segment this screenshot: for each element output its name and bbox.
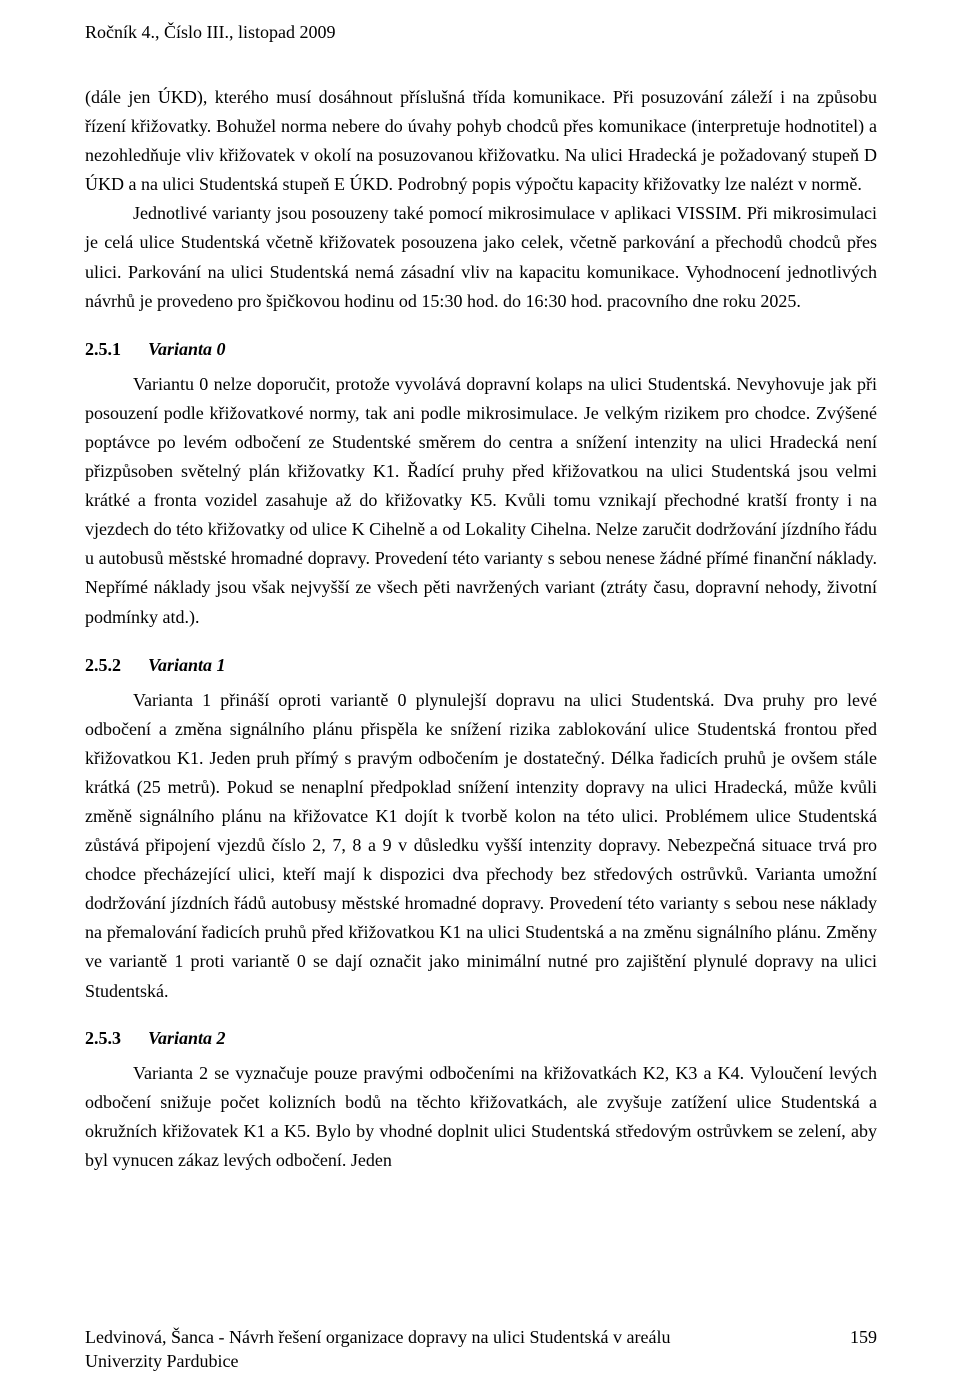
section-number: 2.5.2 xyxy=(85,654,121,675)
section-heading xyxy=(85,335,877,364)
document-body xyxy=(85,83,877,1175)
footer-citation: Ledvinová, Šanca - Návrh řešení organizace dopravy na ulici Studentská v areálu xyxy=(85,1327,671,1347)
section-title: Varianta 2 xyxy=(148,1027,226,1048)
section-paragraph: Varianta 1 přináší oproti variantě 0 plynulejší dopravu na ulici Studentská. Dva pruhy pro levé odbočení a změna signálního plánu přispěla ke snížení rizika zablokování ulice Studentská frontou před křižovatkou K1. Jeden pruh přímý s pravým odbočením je dostatečný. Délka řadicích pruhů je ovšem stále krátká (25 metrů). Pokud se nenaplní předpoklad snížení intenzity dopravy na ulici Hradecká, může kvůli změně signálního plánu na křižovatce K1 dojít k tvorbě kolon na této ulici. Problémem ulice Studentská zůstává připojení vjezdů číslo 2, 7, 8 a 9 v důsledku vyšší intenzity dopravy. Nebezpečná situace trvá pro chodce přecházející ulici, kteří mají k dispozici dva přechody bez středových ostrůvků. Varianta umožní dodržování jízdních řádů autobusy městské hromadné dopravy. Provedení této varianty s sebou nese náklady na přemalování řadicích pruhů před křižovatkou K1 na ulici Studentská a na změnu signálního plánu. Změny ve variantě 1 proti variantě 0 se dají označit jako minimální nutné pro zajištění plynulé dopravy na ulici Studentská. xyxy=(85,689,877,1001)
section-number: 2.5.1 xyxy=(85,338,121,359)
section-heading xyxy=(85,1024,877,1053)
section-heading xyxy=(85,651,877,680)
footer-citation-continued: Univerzity Pardubice xyxy=(85,1351,239,1371)
section-title: Varianta 0 xyxy=(148,338,226,359)
section-title: Varianta 1 xyxy=(148,654,226,675)
journal-issue-label: Ročník 4., Číslo III., listopad 2009 xyxy=(85,22,336,42)
page-number: 159 xyxy=(850,1327,877,1347)
section-paragraph: Variantu 0 nelze doporučit, protože vyvolává dopravní kolaps na ulici Studentská. Nevyhovuje jak při posouzení podle křižovatkové normy, tak ani podle mikrosimulace. Je velkým rizikem pro chodce. Zvýšené poptávce po levém odbočení ze Studentské směrem do centra a snížení intenzity na ulici Hradecká není přizpůsoben světelný plán křižovatky K1. Řadící pruhy před křižovatkou na ulici Studentská jsou velmi krátké a fronta vozidel zasahuje až do křižovatky K5. Kvůli tomu vznikají přechodné kratší fronty i na vjezdech do této křižovatky od ulice K Cihelně a od Lokality Cihelna. Nelze zaručit dodržování jízdního řádu u autobusů městské hromadné dopravy. Provedení této varianty s sebou nenese žádné přímé finanční náklady. Nepřímé náklady jsou však nejvyšší ze všech pěti navržených variant (ztráty času, dopravní nehody, životní podmínky atd.). xyxy=(85,373,877,627)
section-number: 2.5.3 xyxy=(85,1027,121,1048)
intro-paragraph: (dále jen ÚKD), kterého musí dosáhnout příslušná třída komunikace. Při posuzování záleží i na způsobu řízení křižovatky. Bohužel norma nebere do úvahy pohyb chodců přes komunikace (interpretuje hodnotitel) a nezohledňuje vliv křižovatek v okolí na posuzovanou křižovatku. Na ulici Hradecká je požadovaný stupeň D ÚKD a na ulici Studentská stupeň E ÚKD. Podrobný popis výpočtu kapacity křižovatky lze nalézt v normě. xyxy=(85,87,877,195)
page-header xyxy=(85,20,336,44)
page-footer xyxy=(85,1325,877,1373)
intro-paragraph: Jednotlivé varianty jsou posouzeny také pomocí mikrosimulace v aplikaci VISSIM. Při mikrosimulaci je celá ulice Studentská včetně křižovatek posouzena jako celek, včetně parkování a přechodů chodců přes ulici. Parkování na ulici Studentská nemá zásadní vliv na kapacitu komunikace. Vyhodnocení jednotlivých návrhů je provedeno pro špičkovou hodinu od 15:30 hod. do 16:30 hod. pracovního dne roku 2025. xyxy=(85,203,877,311)
section-paragraph: Varianta 2 se vyznačuje pouze pravými odbočeními na křižovatkách K2, K3 a K4. Vyloučení levých odbočení snižuje počet kolizních bodů na těchto křižovatkách, ale zvyšuje zatížení ulice Studentská a okružních křižovatek K1 a K5. Bylo by vhodné doplnit ulici Studentská středovým ostrůvkem se zelení, aby byl vynucen zákaz levých odbočení. Jeden xyxy=(85,1062,877,1170)
